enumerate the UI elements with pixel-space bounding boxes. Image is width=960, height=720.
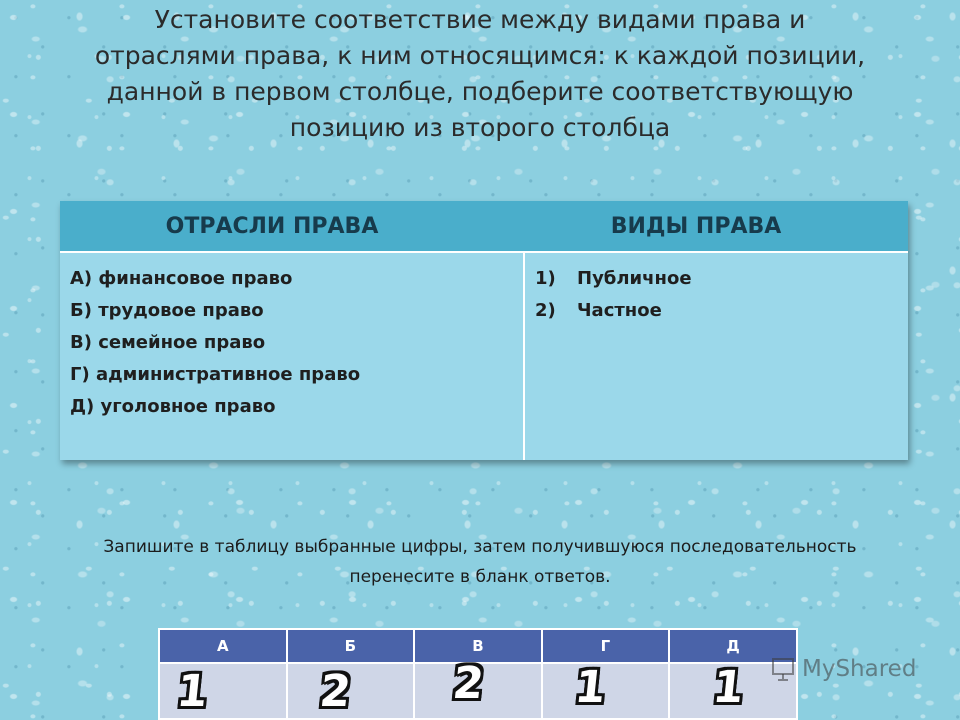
types-column: [525, 253, 908, 460]
answer-cell[interactable]: [287, 663, 415, 719]
title-line: отраслями права, к ним относящимся: к каждой позиции,: [94, 41, 866, 70]
answer-cell[interactable]: [414, 657, 542, 719]
answer-digit: 2: [317, 665, 354, 717]
answer-header-cell: Б: [287, 629, 415, 663]
question-title: [10, 2, 950, 146]
branch-item: Г) административное право: [70, 364, 361, 385]
answer-cell[interactable]: [159, 663, 287, 719]
right-column-header: ВИДЫ ПРАВА: [610, 214, 782, 239]
presentation-icon: [770, 656, 796, 682]
watermark: [770, 656, 916, 682]
answer-digit: 2: [449, 657, 486, 709]
answer-digit: 1: [710, 661, 747, 713]
answer-digit: 1: [174, 665, 211, 717]
type-label: Частное: [577, 300, 662, 321]
answer-header-cell: Д: [669, 629, 797, 663]
branch-item: В) семейное право: [70, 332, 266, 353]
left-column-header: ОТРАСЛИ ПРАВА: [165, 214, 379, 239]
answer-header-cell: Г: [542, 629, 670, 663]
type-number: 2): [535, 300, 556, 321]
title-line: Установите соответствие между видами права и: [154, 5, 806, 34]
type-label: Публичное: [577, 268, 692, 289]
answer-cell[interactable]: [542, 663, 670, 719]
type-item: [535, 295, 908, 327]
answer-digit: 1: [572, 661, 609, 713]
matching-table: [60, 201, 908, 460]
answer-table: [158, 628, 798, 720]
branch-item: Б) трудовое право: [70, 300, 264, 321]
type-number: 1): [535, 268, 556, 289]
answer-header-cell: В: [414, 629, 542, 663]
type-item: [535, 263, 908, 295]
title-line: данной в первом столбце, подберите соответствующую: [106, 77, 854, 106]
matching-table-header: [60, 201, 908, 253]
answer-table-value-row: [159, 663, 797, 719]
answer-header-cell: А: [159, 629, 287, 663]
branch-item: Д) уголовное право: [70, 396, 276, 417]
branches-column: [60, 253, 525, 460]
instruction-line: Запишите в таблицу выбранные цифры, затем получившуюся последовательность: [103, 537, 857, 557]
branch-item: А) финансовое право: [70, 268, 293, 289]
instruction-text: [0, 532, 960, 592]
watermark-text: MyShared: [802, 656, 917, 682]
title-line: позицию из второго столбца: [289, 113, 671, 142]
instruction-line: перенесите в бланк ответов.: [349, 567, 611, 587]
